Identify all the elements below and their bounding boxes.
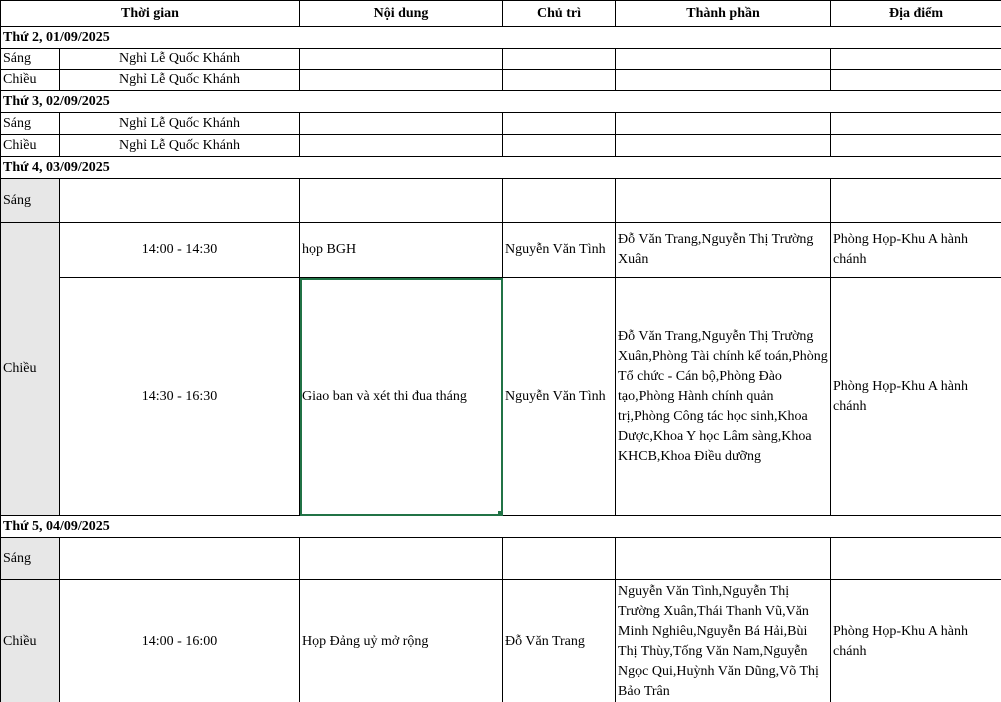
content-cell[interactable] [300, 70, 503, 91]
time-cell[interactable]: Nghỉ Lễ Quốc Khánh [60, 49, 300, 70]
members-cell[interactable]: Đỗ Văn Trang,Nguyễn Thị Trường Xuân [616, 223, 831, 278]
day-title[interactable]: Thứ 5, 04/09/2025 [1, 516, 1001, 538]
header-place[interactable]: Địa điểm [831, 1, 1001, 27]
day-row [1, 27, 1001, 49]
content-cell[interactable] [300, 113, 503, 135]
chair-cell[interactable]: Nguyễn Văn Tình [503, 223, 616, 278]
time-cell[interactable]: 14:30 - 16:30 [60, 278, 300, 516]
place-cell[interactable] [831, 135, 1001, 157]
content-cell[interactable] [300, 135, 503, 157]
time-cell[interactable] [60, 538, 300, 580]
header-content[interactable]: Nội dung [300, 1, 503, 27]
members-cell[interactable] [616, 113, 831, 135]
day-title[interactable]: Thứ 2, 01/09/2025 [1, 27, 1001, 49]
chair-cell[interactable] [503, 179, 616, 223]
event-row [1, 580, 1001, 702]
chair-cell[interactable]: Nguyễn Văn Tình [503, 278, 616, 516]
place-cell[interactable] [831, 70, 1001, 91]
members-cell[interactable] [616, 70, 831, 91]
session-label[interactable]: Chiều [1, 135, 60, 157]
session-row [1, 538, 1001, 580]
members-cell[interactable] [616, 179, 831, 223]
chair-cell[interactable] [503, 538, 616, 580]
content-cell[interactable] [300, 538, 503, 580]
members-cell[interactable] [616, 49, 831, 70]
session-label[interactable]: Chiều [1, 223, 60, 516]
event-row [1, 278, 1001, 516]
session-row [1, 70, 1001, 91]
day-title[interactable]: Thứ 4, 03/09/2025 [1, 157, 1001, 179]
event-row [1, 223, 1001, 278]
chair-cell[interactable] [503, 135, 616, 157]
content-cell[interactable]: Họp Đảng uỷ mở rộng [300, 580, 503, 702]
day-title[interactable]: Thứ 3, 02/09/2025 [1, 91, 1001, 113]
chair-cell[interactable] [503, 70, 616, 91]
session-label[interactable]: Chiều [1, 580, 60, 702]
time-cell[interactable]: Nghỉ Lễ Quốc Khánh [60, 70, 300, 91]
place-cell[interactable] [831, 179, 1001, 223]
content-cell-selected[interactable] [300, 278, 503, 516]
day-row [1, 516, 1001, 538]
content-cell[interactable] [300, 179, 503, 223]
header-chair[interactable]: Chủ trì [503, 1, 616, 27]
members-cell[interactable] [616, 538, 831, 580]
day-row [1, 91, 1001, 113]
header-row [1, 1, 1001, 27]
session-row [1, 135, 1001, 157]
time-cell[interactable]: 14:00 - 16:00 [60, 580, 300, 702]
session-row [1, 113, 1001, 135]
members-cell[interactable]: Nguyễn Văn Tình,Nguyễn Thị Trường Xuân,Thái Thanh Vũ,Văn Minh Nghiêu,Nguyễn Bá Hải,Bùi Thị Thùy,Tống Văn Nam,Nguyễn Ngọc Qui,Huỳnh Văn Dũng,Võ Thị Bảo Trân [616, 580, 831, 702]
chair-cell[interactable] [503, 113, 616, 135]
place-cell[interactable]: Phòng Họp-Khu A hành chánh [831, 580, 1001, 702]
time-cell[interactable]: Nghỉ Lễ Quốc Khánh [60, 113, 300, 135]
session-label[interactable]: Sáng [1, 113, 60, 135]
day-row [1, 157, 1001, 179]
place-cell[interactable] [831, 49, 1001, 70]
members-cell[interactable]: Đỗ Văn Trang,Nguyễn Thị Trường Xuân,Phòng Tài chính kế toán,Phòng Tổ chức - Cán bộ,Phòng Đào tạo,Phòng Hành chính quản trị,Phòng Công tác học sinh,Khoa Dược,Khoa Y học Lâm sàng,Khoa KHCB,Khoa Điều dưỡng [616, 278, 831, 516]
session-row [1, 49, 1001, 70]
place-cell[interactable]: Phòng Họp-Khu A hành chánh [831, 278, 1001, 516]
session-row [1, 179, 1001, 223]
members-cell[interactable] [616, 135, 831, 157]
place-cell[interactable] [831, 113, 1001, 135]
fill-handle[interactable] [498, 511, 503, 516]
place-cell[interactable]: Phòng Họp-Khu A hành chánh [831, 223, 1001, 278]
time-cell[interactable]: 14:00 - 14:30 [60, 223, 300, 278]
content-text: Giao ban và xét thi đua tháng [302, 388, 467, 404]
place-cell[interactable] [831, 538, 1001, 580]
chair-cell[interactable] [503, 49, 616, 70]
time-cell[interactable] [60, 179, 300, 223]
content-cell[interactable]: họp BGH [300, 223, 503, 278]
time-cell[interactable]: Nghỉ Lễ Quốc Khánh [60, 135, 300, 157]
session-label[interactable]: Chiều [1, 70, 60, 91]
header-members[interactable]: Thành phần [616, 1, 831, 27]
session-label[interactable]: Sáng [1, 49, 60, 70]
content-cell[interactable] [300, 49, 503, 70]
header-time[interactable]: Thời gian [1, 1, 300, 27]
session-label[interactable]: Sáng [1, 179, 60, 223]
session-label[interactable]: Sáng [1, 538, 60, 580]
chair-cell[interactable]: Đỗ Văn Trang [503, 580, 616, 702]
